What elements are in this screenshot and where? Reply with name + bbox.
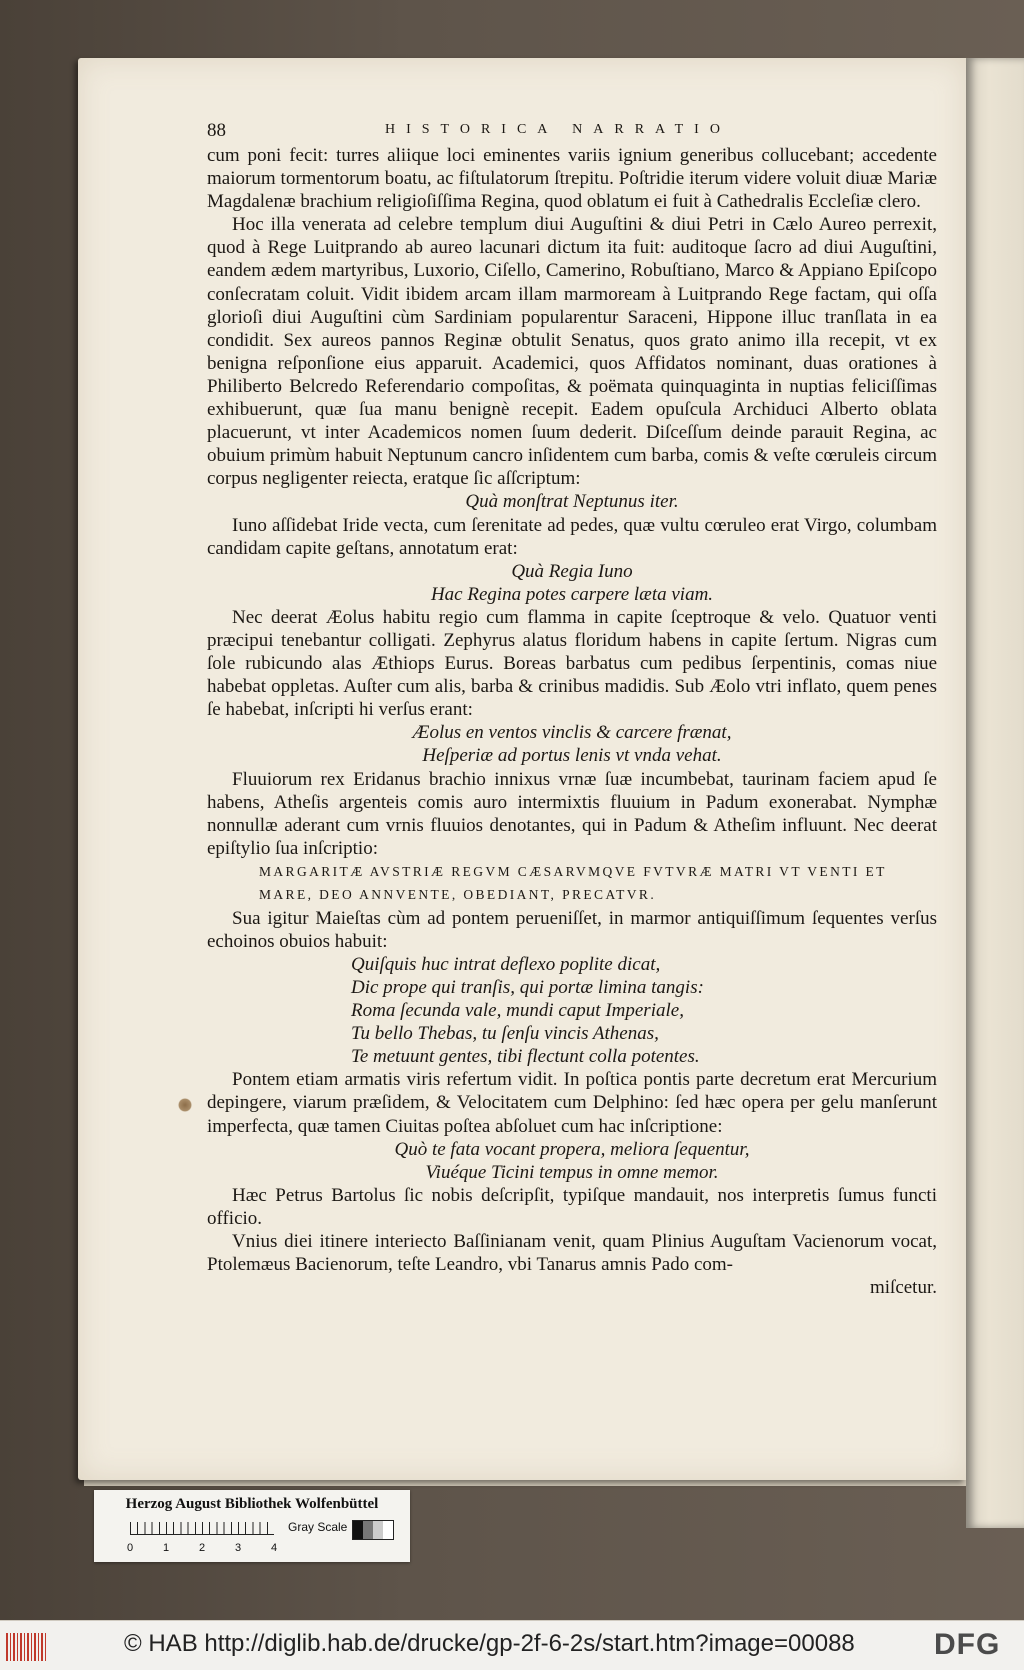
color-card: [94, 1490, 410, 1562]
ruler-tick-label: 2: [199, 1542, 206, 1554]
paragraph: cum poni fecit: turres aliique loci eminentes variis ignium generibus collucebant; accedente maiorum tormentorum boatu, ac fiſtulatorum ſtrepitu. Poſtridie iterum videre voluit diuæ Mariæ Magdalenæ brachium religioſiſſima Regina, quod oblatum ei fuit à Cathedralis Eccleſiæ clero.: [207, 145, 937, 213]
paragraph: Hæc Petrus Bartolus ſic nobis deſcripſit, typiſque mandauit, nos interpretis ſumus functi officio.: [207, 1184, 937, 1229]
verse-line: Quà Regia Iuno: [511, 560, 633, 582]
ruler-tick-label: 0: [127, 1542, 134, 1554]
paragraph: Vnius diei itinere interiecto Baſſinianam venit, quam Plinius Auguſtam Vacienorum vocat, Ptolemæus Bacienorum, teſte Leandro, vbi Tanarus amnis Pado com-: [207, 1231, 937, 1276]
running-head: HISTORICA NARRATIO: [385, 122, 731, 137]
verse-line: Quiſquis huc intrat deflexo poplite dicat,: [351, 953, 661, 975]
ruler-tick-label: 1: [163, 1542, 170, 1554]
card-title: Herzog August Bibliothek Wolfenbüttel: [125, 1496, 379, 1512]
paragraph: Pontem etiam armatis viris refertum vidit. In poſtica pontis parte decretum erat Mercurium depingere, viarum præſidem, & Velocitatem cum Delphino: ſed hæc opera per gelu manſerunt imperfecta, quæ tamen Ciuitas poſtea abſoluet cum hac inſcriptione:: [207, 1069, 937, 1137]
dfg-logo: DFG: [934, 1628, 1001, 1661]
verse-line: Heſperiæ ad portus lenis vt vnda vehat.: [422, 745, 722, 767]
facing-page-edge: [966, 58, 1024, 1528]
verse-line: Roma ſecunda vale, mundi caput Imperiale,: [351, 1000, 684, 1022]
verse-line: Hac Regina potes carpere læta viam.: [430, 583, 714, 605]
verse-line: Quà monſtrat Neptunus iter.: [465, 491, 679, 513]
stain-mark: [178, 1098, 192, 1112]
gray-scale-label: Gray Scale: [288, 1520, 348, 1534]
page-header: [207, 120, 937, 144]
ruler-tick-label: 3: [235, 1542, 242, 1554]
verse-line: Æolus en ventos vinclis & carcere frænat,: [412, 722, 732, 744]
verse-line: Dic prope qui tranſis, qui portæ limina tangis:: [351, 977, 704, 998]
paragraph: Nec deerat Æolus habitu regio cum flamma in capite ſceptroque & velo. Quatuor venti præcipui tenebantur colligati. Zephyrus alatus floridum habens in capite ſertum. Nigras cum ſole rubicundo alas Æthiops Eurus. Boreas barbatus cum pedibus ſerpentinis, comas niue habebat oppletas. Auſter cum alis, barba & crinibus madidis. Sub Æolo vtri inflato, quem penes ſe habebat, inſcripti hi verſus erant:: [207, 606, 937, 721]
page-text: [207, 120, 937, 1299]
page-stack-edge: [84, 1480, 966, 1486]
paragraph: Hoc illa venerata ad celebre templum diui Auguſtini & diui Petri in Cælo Aureo perrexit, quod à Rege Luitprando ab aureo lacunari dictum ita fuit: auditoque ſacro ad diui Auguſtini, eandem ædem martyribus, Luxorio, Ciſello, Camerino, Robuſtiano, Marco & Appiano Epiſcopo conſecratam coluit. Vidit ibidem arcam illam marmoream à Luitprando Rege factam, qui oſſa glorioſi diui Auguſtini cùm Sardiniam popularentur Saraceni, Hippone illuc tranſlata in ea condidit. Sex aureos pannos Reginæ obtulit Senatus, quos grato animo illa recepit, vt ex benigna reſponſione eius apparuit. Academici, quos Affidatos nominant, duas orationes à Philiberto Belcredo Referendario compoſitas, & poëmata quinquaginta in nuptias feliciſſimas exhibuerunt, quæ ſua manu benignè recepit. Eadem opuſcula Archiduci Alberto oblata placuerunt, vt inter Academicos nomen ſuum dederit. Diſceſſum deinde parauit Regina, ac obuium primùm habuit Neptunum cancro inſidentem cum barba, comis & veſte cœruleis circum corpus negligenter reiecta, eratque ſic aſſcriptum:: [207, 214, 937, 490]
ruler: [130, 1522, 274, 1535]
page-body: [207, 144, 937, 1299]
verse-line: Viuéque Ticini tempus in omne memor.: [425, 1161, 719, 1183]
paragraph: Iuno aſſidebat Iride vecta, cum ſerenitate ad pedes, quæ vultu cœruleo erat Virgo, columbam candidam capite geſtans, annotatum erat:: [207, 514, 937, 559]
paragraph: Fluuiorum rex Eridanus brachio innixus vrnæ ſuæ incumbebat, taurinam faciem apud ſe habens, Atheſis argenteis comis auro intermixtis fluuium in Padum exonerabat. Nymphæ nonnullæ aderant cum vrnis fluuios denotantes, qui in Padum & Atheſim influunt. Nec deerat epiſtylio ſua inſcriptio:: [207, 768, 937, 859]
paragraph-end: miſcetur.: [869, 1277, 937, 1299]
barcode-icon: [6, 1633, 46, 1661]
paragraph: Sua igitur Maieſtas cùm ad pontem perueniſſet, in marmor antiquiſſimum ſequentes verſus echoinos obuios habuit:: [207, 907, 937, 952]
ruler-tick-label: 4: [271, 1542, 278, 1554]
footer-source-link[interactable]: © HAB http://diglib.hab.de/drucke/gp-2f-6-2s/start.htm?image=00088: [124, 1630, 855, 1657]
page-number: 88: [207, 120, 226, 141]
verse-line: Quò te fata vocant propera, meliora ſequentur,: [394, 1138, 750, 1160]
inscription: MARGARITÆ AVSTRIÆ REGVM CÆSARVMQVE FVTVRÆ MATRI VT VENTI ET MARE, DEO ANNVENTE, OBEDIANT, PRECATVR.: [259, 863, 887, 903]
gray-scale-swatch: [352, 1520, 394, 1540]
footer-bar: [0, 1620, 1024, 1670]
verse-line: Te metuunt gentes, tibi flectunt colla potentes.: [351, 1046, 700, 1068]
verse-line: Tu bello Thebas, tu ſenſu vincis Athenas,: [351, 1023, 659, 1045]
